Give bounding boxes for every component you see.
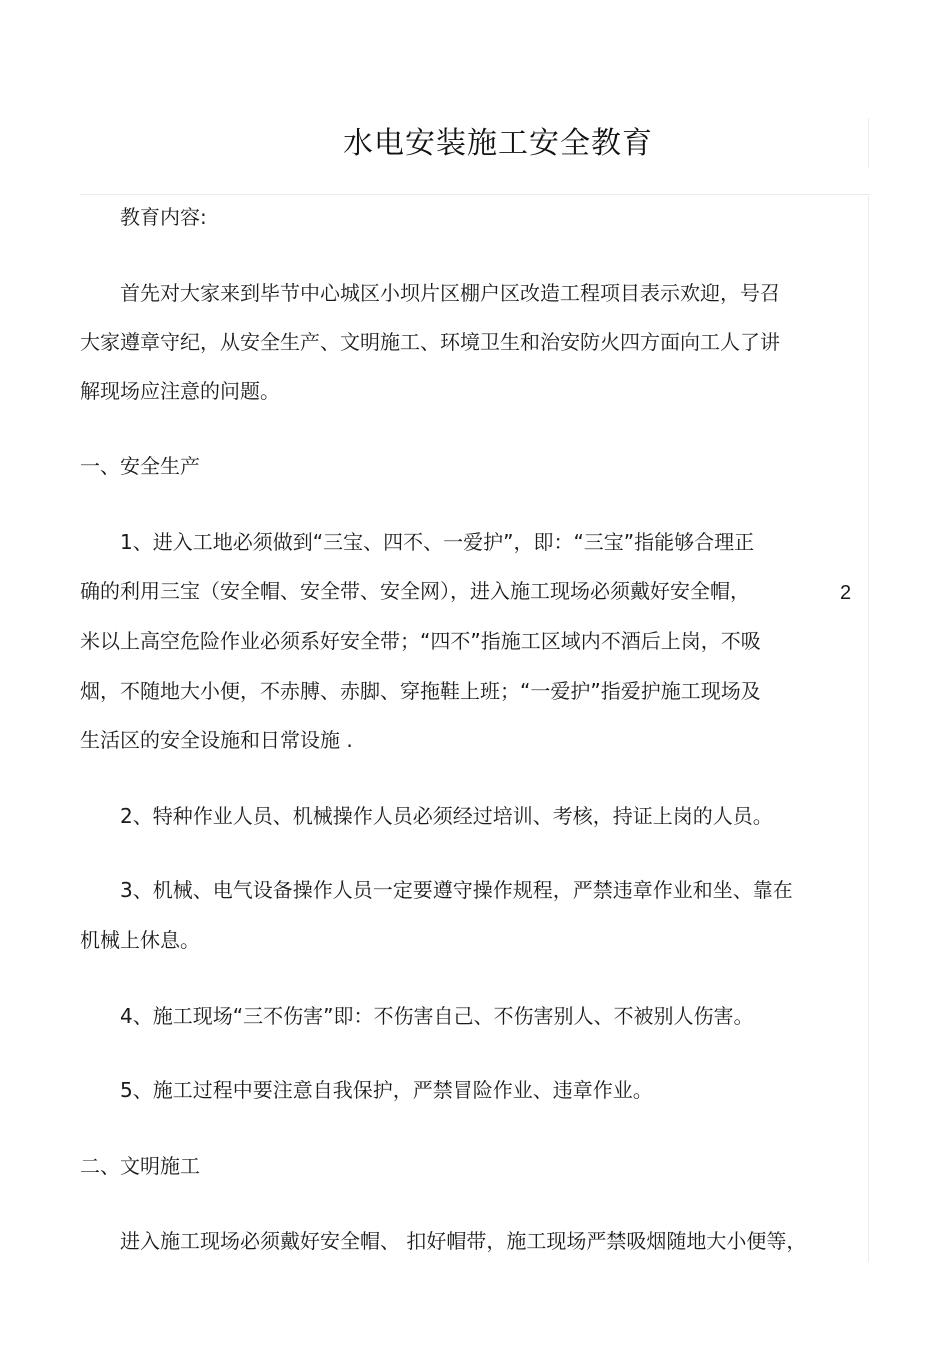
paragraph-line: 4、施工现场“三不伤害”即：不伤害自己、不伤害别人、不被别人伤害。 [120,1004,754,1028]
margin-rule [868,196,869,1262]
margin-number: 2 [840,582,852,604]
paragraph-line: 解现场应注意的问题。 [80,379,280,403]
paragraph-line: 进入施工现场必须戴好安全帽、 扣好帽带，施工现场严禁吸烟随地大小便等， [120,1229,807,1253]
paragraph-line: 首先对大家来到毕节中心城区小坝片区棚户区改造工程项目表示欢迎，号召 [120,281,780,305]
paragraph-line: 大家遵章守纪，从安全生产、文明施工、环境卫生和治安防火四方面向工人了讲 [80,330,780,354]
paragraph-line: 3、机械、电气设备操作人员一定要遵守操作规程，严禁违章作业和坐、靠在 [120,878,793,902]
section-label: 教育内容: [120,205,207,229]
section-heading: 二、文明施工 [80,1154,200,1178]
paragraph-line: 确的利用三宝（安全帽、安全带、安全网），进入施工现场必须戴好安全帽， [80,579,750,603]
document-title: 水电安装施工安全教育 [343,126,653,161]
paragraph-line: 烟，不随地大小便，不赤膊、赤脚、穿拖鞋上班；“一爱护”指爱护施工现场及 [80,679,761,703]
paragraph-line: 1、进入工地必须做到“三宝、四不、一爱护”，即：“三宝”指能够合理正 [120,530,755,554]
paragraph-line: 机械上休息。 [80,928,200,952]
title-divider [80,194,870,195]
paragraph-line: 米以上高空危险作业必须系好安全带；“四不”指施工区域内不酒后上岗，不吸 [80,629,761,653]
paragraph-line: 2、特种作业人员、机械操作人员必须经过培训、考核，持证上岗的人员。 [120,804,773,828]
section-heading: 一、安全生产 [80,454,200,478]
paragraph-line: 生活区的安全设施和日常设施 . [80,728,353,752]
paragraph-line: 5、施工过程中要注意自我保护，严禁冒险作业、违章作业。 [120,1078,653,1102]
margin-rule-top [868,118,869,168]
